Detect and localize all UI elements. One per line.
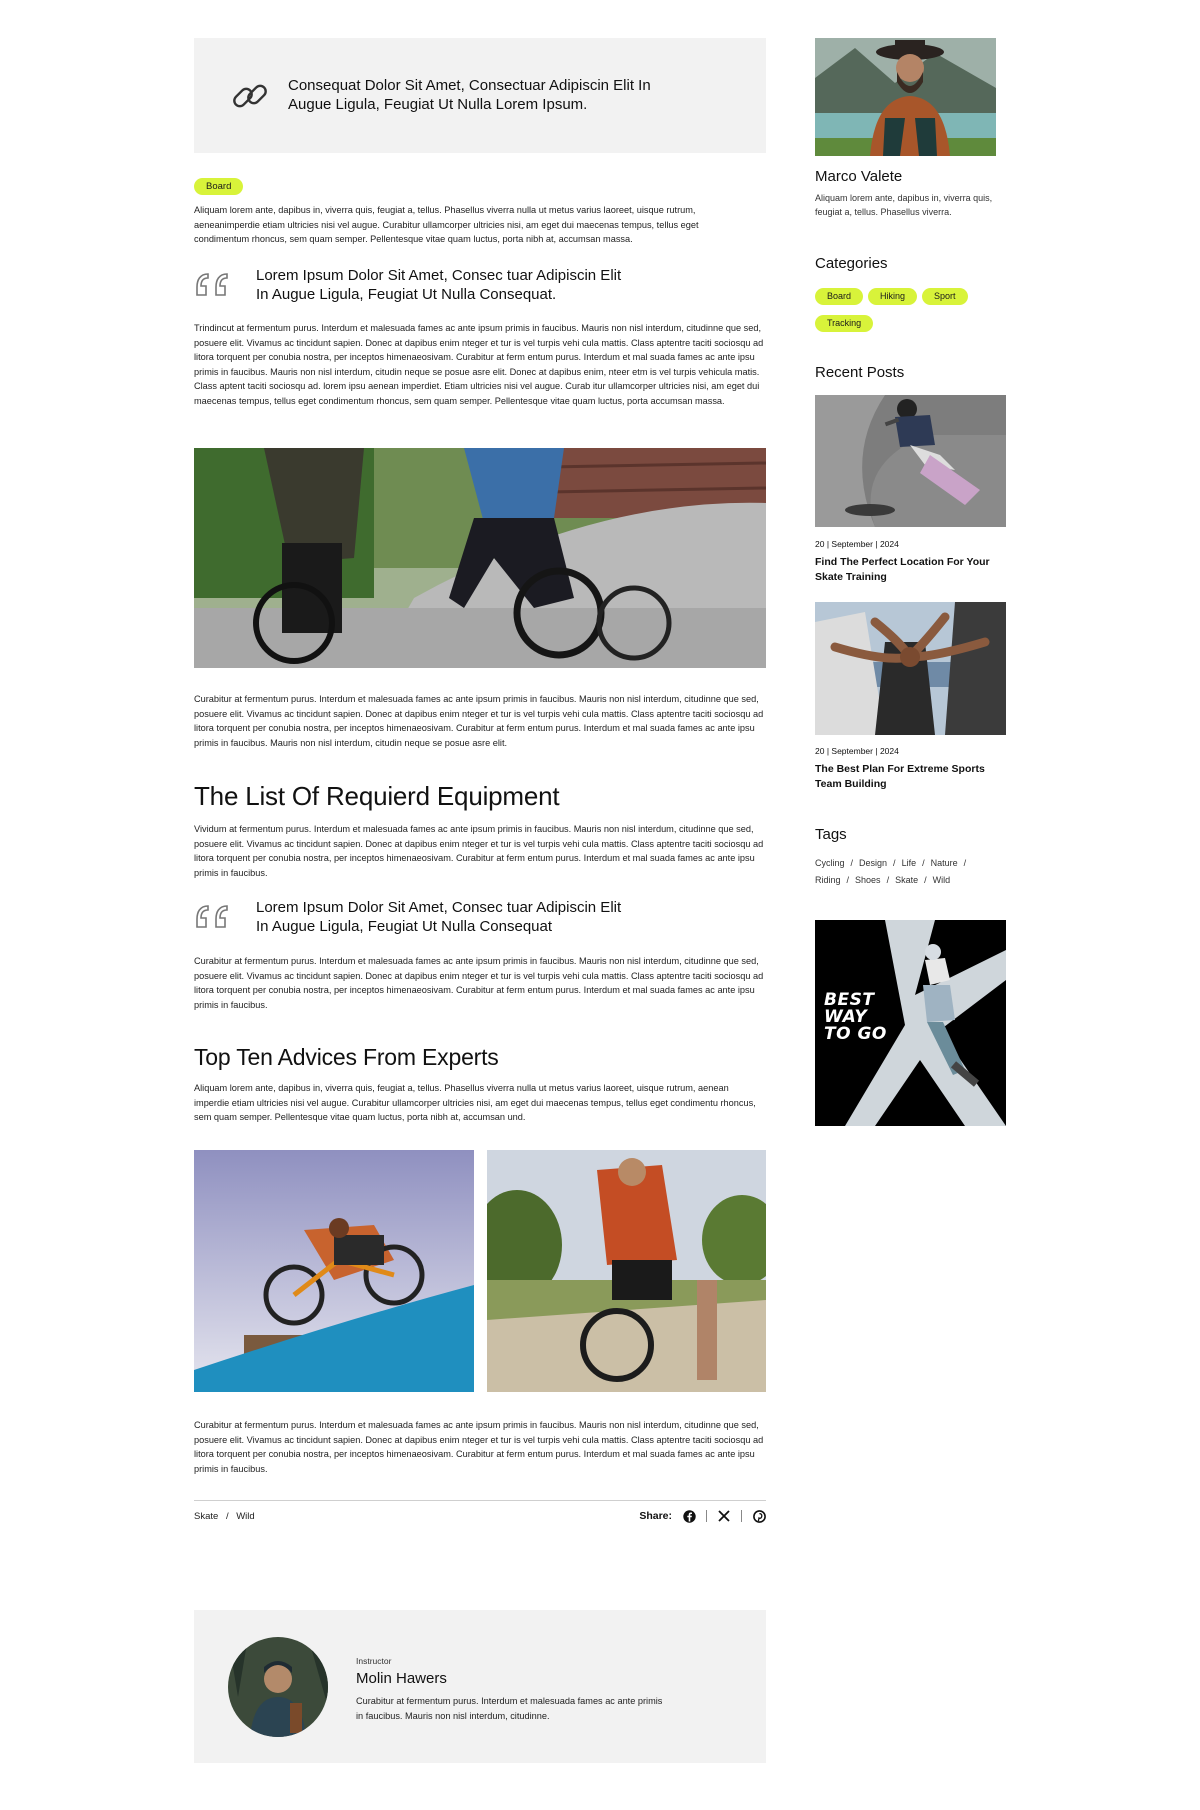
category-pill-sport[interactable]: Sport	[922, 288, 968, 305]
paragraph-1: Trindincut at fermentum purus. Interdum et malesuada fames ac ante ipsum primis in faucibus. Mauris non nisl interdum, citudinne que sed, posuere elit. Vivamus ac tincidunt sapien. Donec at dapibus enim nteger et tur is vel turpis vehi cula mattis. Class aptentre taciti sociosqu ad litora torquent per conubia nostra, per inceptos himenaeosivam. Curabitur at ferm entum purus. Interdum et mal suada fames ac ante ipsu primis in faucibus. Mauris non nisl interdum, citudin neque se posue asre elit. Donec at dapibus enim, nteer etm is vel turpis vehicula matis. Class aptent taciti sociosqu ad. lorem ipsu aenean imperdiet. Etiam ultricies nisi vel augue. Curab itur ullamcorper ultricies nisi, am eget dui maecenas tempus, tellus eget condimentum rhoncus, sem quam semper. Pellentesque vitae quam luctus, porta accumsan massa.	[194, 323, 764, 406]
tag-link[interactable]: Skate	[895, 875, 919, 885]
paragraph-2: Curabitur at fermentum purus. Interdum et malesuada fames ac ante ipsum primis in faucibus. Mauris non nisl interdum, citudinne que sed, posuere elit. Vivamus ac tincidunt sapien. Donec at dapibus enim nteger et tur is vel turpis vehi cula mattis. Class aptentre taciti sociosqu ad litora torquent per conubia nostra, per inceptos himenaeosivam. Curabitur at ferm entum purus. Interdum et mal suada fames ac ante ipsu primis in faucibus. Mauris non nisl interdum, citudin neque se posue asre elit.	[194, 694, 764, 748]
road-cyclist-photo	[487, 1150, 766, 1392]
share-divider	[706, 1510, 707, 1522]
author-name[interactable]: Molin Hawers	[356, 1670, 447, 1687]
banner-text: BEST WAY TO GO	[824, 990, 887, 1044]
blockquote-1: Lorem Ipsum Dolor Sit Amet, Consec tuar Adipiscin Elit In Augue Ligula, Feugiat Ut Nulla Consequat.	[256, 267, 622, 303]
categories-list	[815, 286, 1005, 332]
category-pill-hiking[interactable]: Hiking	[868, 288, 917, 305]
sidebar-author-photo	[815, 38, 996, 156]
tag-link[interactable]: Wild	[932, 875, 951, 885]
bmx-skatepark-photo	[194, 448, 766, 668]
recent-post-date: 20 | September | 2024	[815, 746, 899, 756]
tag-link[interactable]: Cycling	[815, 858, 845, 868]
category-pill-board[interactable]: Board	[815, 288, 863, 305]
bmx-jump-photo	[194, 1150, 474, 1392]
link-box-text: Consequat Dolor Sit Amet, Consectuar Adipiscin Elit In Augue Ligula, Feugiat Ut Nulla Lorem Ipsum.	[288, 77, 651, 113]
intro-paragraph: Aliquam lorem ante, dapibus in, viverra quis, feugiat a, tellus. Phasellus viverra nulla ut metus varius laoreet, uisque rutrum, aeneanimperdie etiam ultricies nisi vel augue. Curabitur ullamcorper ultricies nisi, am eget dui maecenas tempus, tellus eget condimentum rhoncus, sem quam semper. Pellentesque vitae quam luctus, porta nibh at, accumsan massa.	[194, 205, 699, 244]
author-box	[194, 1610, 766, 1763]
section-heading-advices: Top Ten Advices From Experts	[194, 1044, 499, 1070]
link-icon	[228, 74, 272, 118]
post-tag[interactable]: Skate	[194, 1511, 219, 1522]
tag-link[interactable]: Nature	[930, 858, 958, 868]
post-tag[interactable]: Wild	[236, 1511, 255, 1522]
blockquote-2: Lorem Ipsum Dolor Sit Amet, Consec tuar Adipiscin Elit In Augue Ligula, Feugiat Ut Nulla Consequat	[256, 899, 622, 935]
tags-list: Cycling / Design / Life / Nature / Riding / Shoes / Skate / Wild	[815, 858, 967, 885]
tags-heading: Tags	[815, 826, 847, 843]
recent-post-thumbnail[interactable]	[815, 602, 1006, 735]
tag-link[interactable]: Shoes	[855, 875, 881, 885]
tag-link[interactable]: Design	[859, 858, 888, 868]
author-role: Instructor	[356, 1656, 392, 1666]
recent-post-date: 20 | September | 2024	[815, 539, 899, 549]
paragraph-5: Aliquam lorem ante, dapibus in, viverra quis, feugiat a, tellus. Phasellus viverra nulla ut metus varius laoreet, uisque rutrum, aenean imperdie etiam ultricies nisi vel augue. Curabitur ullamcorper ultricies nisi, am eget dui maecenas tempus, tellus eget condimentu rhoncus, sem quam semper. Pellentesque vitae quam luctus, porta nibh at, accumsan und.	[194, 1083, 756, 1122]
post-footer-row	[194, 1500, 766, 1531]
recent-post-title[interactable]: The Best Plan For Extreme Sports Team Building	[815, 763, 985, 790]
paragraph-6: Curabitur at fermentum purus. Interdum et malesuada fames ac ante ipsum primis in faucibus. Mauris non nisl interdum, citudinne que sed, posuere elit. Vivamus ac tincidunt sapien. Donec at dapibus enim nteger et tur is vel turpis vehi cula mattis. Class aptentre taciti sociosqu ad litora torquent per conubia nostra, per inceptos himenaeosivam. Curabitur at ferm entum purus. Interdum et mal suada fames ac ante ipsu primis in faucibus.	[194, 1420, 764, 1474]
recent-posts-heading: Recent Posts	[815, 364, 905, 381]
category-badge[interactable]: Board	[194, 178, 243, 195]
tag-link[interactable]: Riding	[815, 875, 841, 885]
x-icon[interactable]	[717, 1509, 731, 1523]
paragraph-4: Curabitur at fermentum purus. Interdum et malesuada fames ac ante ipsum primis in faucibus. Mauris non nisl interdum, citudinne que sed, posuere elit. Vivamus ac tincidunt sapien. Donec at dapibus enim nteger et tur is vel turpis vehi cula mattis. Class aptentre taciti sociosqu ad litora torquent per conubia nostra, per inceptos himenaeosivam. Curabitur at ferm entum purus. Interdum et mal suada fames ac ante ipsu primis in faucibus.	[194, 956, 764, 1010]
post-tags: Skate / Wild	[194, 1511, 255, 1522]
pinterest-icon[interactable]	[752, 1509, 766, 1523]
author-bio: Curabitur at fermentum purus. Interdum et malesuada fames ac ante primis in faucibus. Mauris non nisl interdum, citudinne.	[356, 1696, 663, 1721]
share-label: Share:	[639, 1510, 672, 1522]
promo-banner[interactable]	[815, 920, 1006, 1126]
link-format-box	[194, 38, 766, 153]
recent-post-title[interactable]: Find The Perfect Location For Your Skate Training	[815, 556, 990, 583]
sidebar-author-name[interactable]: Marco Valete	[815, 168, 903, 185]
quote-icon	[194, 902, 230, 930]
category-pill-tracking[interactable]: Tracking	[815, 315, 873, 332]
share-divider	[741, 1510, 742, 1522]
instructor-avatar	[228, 1637, 328, 1737]
paragraph-3: Vividum at fermentum purus. Interdum et malesuada fames ac ante ipsum primis in faucibus. Mauris non nisl interdum, citudinne que sed, posuere elit. Vivamus ac tincidunt sapien. Donec at dapibus enim nteger et tur is vel turpis vehi cula mattis. Class aptentre taciti sociosqu ad litora torquent per conubia nostra, per inceptos himenaeosivam. Curabitur at ferm entum purus. Interdum et mal suada fames ac ante ipsu primis in faucibus.	[194, 824, 764, 878]
quote-icon	[194, 270, 230, 298]
recent-post-thumbnail[interactable]	[815, 395, 1006, 527]
facebook-icon[interactable]	[682, 1509, 696, 1523]
share-links	[639, 1509, 766, 1523]
categories-heading: Categories	[815, 255, 888, 272]
sidebar-author-bio: Aliquam lorem ante, dapibus in, viverra quis, feugiat a, tellus. Phasellus viverra.	[815, 193, 993, 217]
tag-link[interactable]: Life	[901, 858, 917, 868]
section-heading-equipment: The List Of Requierd Equipment	[194, 781, 560, 811]
